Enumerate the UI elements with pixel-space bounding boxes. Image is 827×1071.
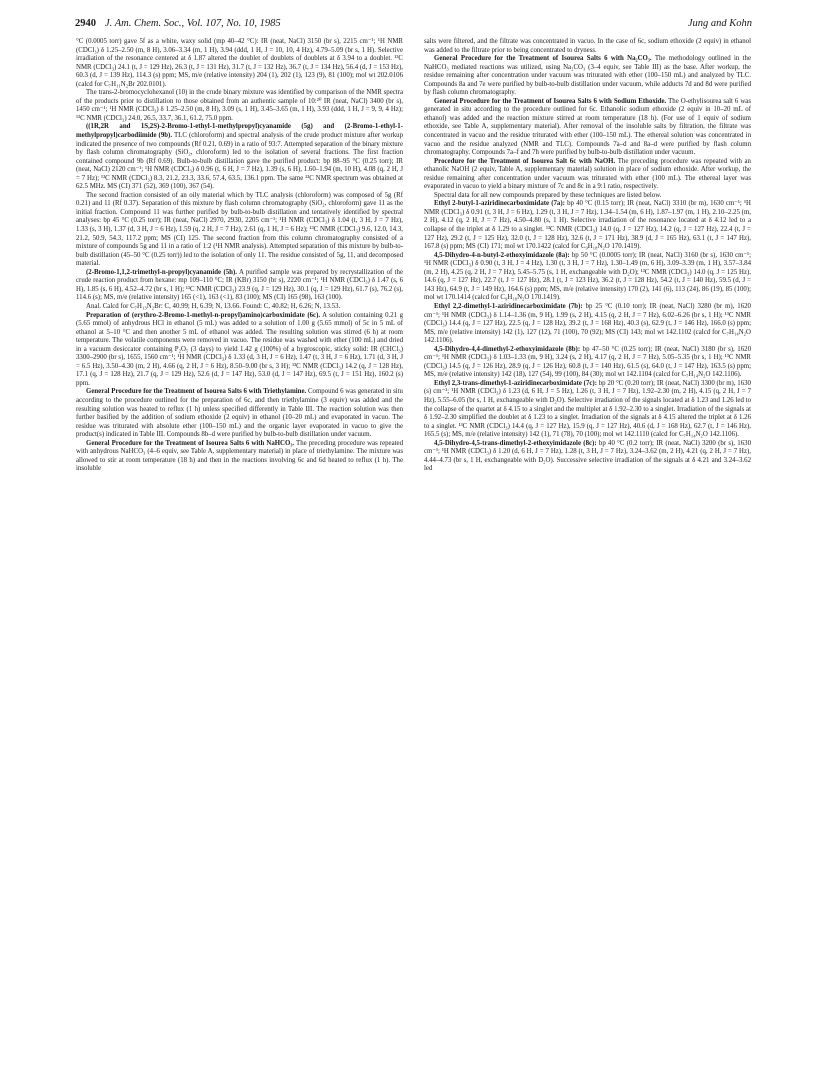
paragraph (424, 380, 751, 440)
paragraph (424, 200, 751, 251)
paragraph-text: The O-ethylisourea salt 6 was generated in situ according to the procedure outlined for 6c. Ethanolic sodium ethoxide (2 equiv in 10–20 mL of ethanol) was added and the reaction mixture stirred at room temperature (18 h). (For use of 1 equiv of sodium ethoxide, see Table A, supplementary material). After removal of the insoluble salts by filtration, the filtrate was concentrated in vacuo and the residue triturated with ether (100–150 mL). The ethereal solution was concentrated in vacuo and the residue analyzed (NMR and TLC). Compounds 7a–d and 8a–d were purified by flash column chromatography. Compounds 7a–f and 7h were purified by bulb-to-bulb distillation under vacuum. (424, 97, 751, 157)
running-authors: Jung and Kohn (687, 18, 752, 29)
paragraph-text: Compound 6 was generated in situ according to the procedure outlined for the preparation of 6c, and then triethylamine (3 equiv) was added and the resulting solution was heated to reflux (1 h) unless specified differently in Table III. The reaction solution was then further basified by the addition of sodium ethoxide (2 equiv) in ethanol (10–20 mL) and evaporated in vacuo. The residue was triturated with absolute ether (100–150 mL) and the organic layer evaporated in vacuo to give the product(s) indicated in Table III. Compounds 8b–d were purified by bulb-to-bulb distillation under vacuum. (76, 388, 403, 439)
paragraph (424, 346, 751, 380)
paragraph-text: bp 40 °C (0.15 torr); IR (neat, NaCl) 3310 (br m), 1630 cm⁻¹; ¹H NMR (CDCl₃) δ 0.91 (t, 3 H, J = 6 Hz), 1.29 (t, 3 H, J = 7 Hz), 1.34–1.54 (m, 6 H), 1.87–1.97 (m, 1 H), 2.10–2.25 (m, 2 H), 4.12 (q, 2 H, J = 7 Hz), 4.50–4.80 (s, 1 H). Selective irradiation of the resonance located at δ 4.12 led to a collapse of the triplet at δ 1.29 to a singlet. ¹³C NMR (CDCl₃) 14.0 (q, J = 127 Hz), 14.2 (q, J = 127 Hz), 22.4 (t, J = 127 Hz), 29.2 (t, J = 125 Hz), 32.0 (t, J = 128 Hz), 32.6 (t, J = 171 Hz), 38.9 (d, J = 165 Hz), 63.1 (t, J = 147 Hz), 167.8 (s) ppm; MS (CI) 171; mol wt 170.1422 (calcd for C₉H₁₈N₂O 170.1419). (424, 200, 751, 251)
paragraph-text: bp 50 °C (0.0005 torr); IR (neat, NaCl) 3160 (br s), 1630 cm⁻¹; ¹H NMR (CDCl₃) δ 0.90 (t, 3 H, J = 4 Hz), 1.30 (t, 3 H, J = 7 Hz), 1.30–1.49 (m, 6 H), 3.09–3.39 (m, 1 H), 3.57–3.84 (m, 2 H), 4.25 (q, 2 H, J = 7 Hz), 5.45–5.75 (s, 1 H, exchangeable with D₂O); ¹³C NMR (CDCl₃) 14.0 (q, J = 125 Hz), 14.6 (q, J = 127 Hz), 22.7 (t, J = 127 Hz), 28.1 (t, J = 123 Hz), 36.2 (t, J = 128 Hz), 54.2 (t, J = 140 Hz), 59.5 (d, J = 143 Hz), 64.9 (t, J = 149 Hz), 164.6 (s) ppm; MS, m/e (relative intensity) 170 (2), 141 (6), 113 (24), 86 (19), 85 (100); mol wt 170.1414 (calcd for C₉H₁₈N₂O 170.1419). (424, 251, 752, 302)
paragraph-text: °C (0.0005 torr) gave 5f as a white, waxy solid (mp 40–42 °C): IR (neat, NaCl) 3150 (br s), 2215 cm⁻¹; ¹H NMR (CDCl₃) δ 1.25–2.50 (m, 8 H), 3.06–3.34 (m, 1 H), 3.94 (ddd, 1 H, J = 10, 10, 4 Hz), 4.79–5.09 (br s, 1 H). Selective irradiation of the resonance centered at δ 1.87 altered the doublet of doublets of doublets at δ 3.94 to a doublet. ¹³C NMR (CDCl₃) 24.1 (t, J = 129 Hz), 26.3 (t, J = 131 Hz), 31.7 (t, J = 132 Hz), 36.7 (t, J = 134 Hz), 56.4 (d, J = 153 Hz), 60.3 (d, J = 139 Hz), 114.3 (s) ppm; MS, m/e (relative intensity) 204 (1), 202 (1), 123 (9), 81 (100); mol wt 202.0106 (calcd for C₇H₁₁N₂Br 202.0101). (76, 38, 403, 88)
paragraph (76, 38, 403, 89)
paragraph (424, 158, 751, 192)
paragraph (76, 269, 403, 303)
paragraph (424, 98, 751, 158)
left-column (76, 38, 403, 474)
paragraph (76, 89, 403, 123)
paragraph-text: The trans-2-bromocyclohexanol (10) in the crude binary mixture was identified by comparison of the NMR spectra of the products prior to distillation to those obtained from an authentic sample of 10:²⁰ IR (neat, NaCl) 3400 (br s), 1450 cm⁻¹; ¹H NMR (CDCl₃) δ 1.25–2.50 (m, 8 H), 3.09 (s, 1 H), 3.45–3.65 (m, 1 H), 3.93 (ddd, 1 H, J = 9, 9, 4 Hz); ¹³C NMR (CDCl₃) 24.0, 26.5, 33.7, 36.1, 61.2, 75.0 ppm. (76, 89, 403, 122)
paragraph (76, 312, 403, 389)
paragraph-text: bp 47–50 °C (0.25 torr); IR (neat, NaCl) 3180 (br s), 1620 cm⁻¹; ¹H NMR (CDCl₃) δ 1.03–1.33 (m, 9 H), 3.24 (s, 2 H), 4.17 (q, 2 H, J = 7 Hz), 5.05–5.35 (br s, 1 H); ¹³C NMR (CDCl₃) 14.5 (q, J = 126 Hz), 28.9 (q, J = 126 Hz), 60.8 (t, J = 140 Hz), 61.5 (s), 64.0 (t, J = 147 Hz), 163.5 (s) ppm; MS, m/e (relative intensity) 142 (18), 127 (54), 99 (100), 84 (30); mol wt 142.1104 (calcd for C₇H₁₄N₂O 142.1106). (424, 345, 751, 379)
paragraph-text: The preceding procedure was repeated with anhydrous NaHCO₃ (4–6 equiv, see Table A, supplementary material) in place of triethylamine. The mixture was allowed to stir at room temperature (18 h) and then in the reactions involving 6c and 6d heated to reflux (1 h). The insoluble (76, 439, 403, 473)
running-header (75, 18, 752, 32)
paragraph-heading: General Procedure for the Treatment of Isourea Salts 6 with NaHCO₃. (86, 439, 295, 447)
paragraph-heading: Ethyl 2-butyl-1-aziridinecarboximidate (7a): (434, 200, 565, 208)
paragraph-heading: Ethyl 2,3-trans-dimethyl-1-aziridinecarboximidate (7c): (434, 379, 597, 387)
paragraph (424, 38, 751, 55)
paragraph-heading: (2-Bromo-1,1,2-trimethyl-n-propyl)cyanamide (5h). (86, 268, 237, 276)
paragraph-text: A purified sample was prepared by recrystallization of the crude reaction product from hexane: mp 109–110 °C; IR (KBr) 3150 (br s), 2220 cm⁻¹; ¹H NMR (CDCl₃) δ 1.47 (s, 6 H), 1.85 (s, 6 H), 4.52–4.72 (br s, 1 H); ¹³C NMR (CDCl₃) 23.9 (q, J = 129 Hz), 30.1 (q, J = 129 Hz), 61.7 (s), 76.2 (s), 114.6 (s); MS, m/e (relative intensity) 165 (<1), 163 (<1), 83 (100); MS (CI) 165 (98), 163 (100). (76, 268, 403, 302)
paragraph-text: salts were filtered, and the filtrate was concentrated in vacuo. In the case of 6c, sodium ethoxide (2 equiv) in ethanol was added to the filtrate prior to being concentrated to dryness. (424, 38, 751, 54)
paragraph (76, 192, 403, 269)
paragraph-text: The second fraction consisted of an oily material which by TLC analysis (chloroform) was composed of 5g (Rf 0.21) and 11 (Rf 0.37). Separation of this mixture by flash column chromatography (SiO₂, chloroform) gave 11 as the initial fraction. Compound 11 was further purified by bulb-to-bulb distillation and tentatively identified by spectral analyses: bp 45 °C (0.25 torr); IR (neat, NaCl) 2970, 2930, 2205 cm⁻¹; ¹H NMR (CDCl₃) δ 1.04 (t, 3 H, J = 7 Hz), 1.33 (s, 3 H), 1.37 (d, 3 H, J = 6 Hz), 1.59 (q, 2 H, J = 7 Hz), 2.61 (q, 1 H, J = 6 Hz); ¹³C NMR (CDCl₃) 9.6, 12.0, 14.3, 21.2, 50.9, 54.3, 117.2 ppm; MS (CI) 125. The second fraction from this column chromatography consisted of a mixture of compounds 5g and 11 in a ratio of 1:2 (¹H NMR analysis). Attempted separation of this mixture by bulb-to-bulb distillation (45–50 °C (0.25 torr)) led to the isolation of only 11. The residue consisted of 5g, 11, and decomposed material. (76, 191, 403, 268)
paragraph (424, 252, 751, 303)
paragraph (424, 303, 751, 346)
paragraph (424, 55, 751, 98)
paragraph-text: TLC (chloroform) and spectral analysis of the crude product mixture after workup indicated the presence of two compounds (Rf 0.21, 0.69) in a ratio of 93:7. Attempted separation of the binary mixture by flash column chromatography (SiO₂, chloroform) led to the isolation of several fractions. The first fraction contained compound 9b (Rf 0.69). Bulb-to-bulb distillation gave the purified product: bp 88–95 °C (0.25 torr); IR (neat, NaCl) 2120 cm⁻¹; ¹H NMR (CDCl₃) δ 0.96 (t, 6 H, J = 7 Hz), 1.39 (s, 6 H), 1.60–1.94 (m, 10 H), 4.08 (q, 2 H, J = 7 Hz); ¹³C NMR (CDCl₃) 8.3, 21.2, 23.3, 33.6, 57.4, 63.5, 136.1 ppm. The same ¹³C NMR spectrum was obtained at 62.5 MHz. MS (CI) 371 (52), 369 (100), 367 (54). (76, 132, 404, 191)
paragraph (76, 123, 403, 191)
paragraph (76, 388, 403, 439)
paragraph (76, 440, 403, 474)
paragraph-text: bp 25 °C (0.10 torr); IR (neat, NaCl) 3280 (br m), 1620 cm⁻¹; ¹H NMR (CDCl₃) δ 1.14–1.36 (m, 9 H), 1.99 (s, 2 H), 4.15 (q, 2 H, J = 7 Hz), 6.02–6.26 (br s, 1 H); ¹³C NMR (CDCl₃) 14.4 (q, J = 127 Hz), 22.5 (q, J = 128 Hz), 39.2 (t, J = 168 Hz), 40.3 (s), 62.9 (t, J = 146 Hz), 166.0 (s) ppm; MS, m/e (relative intensity) 142 (1), 127 (12), 71 (100), 70 (92); MS (CI) 143; mol wt 142.1102 (calcd for C₇H₁₄N₂O 142.1106). (424, 302, 751, 345)
paragraph-heading: General Procedure for the Treatment of Isourea Salts 6 with Triethylamine. (86, 388, 307, 396)
paragraph-text: A solution containing 0.21 g (5.65 mmol) of anhydrous HCl in ethanol (5 mL) was added to a solution of 1.00 g (5.65 mmol) of 5c in 5 mL of ethanol at 5–10 °C and then another 5 mL of ethanol was added. The resulting solution was stirred (6 h) at room temperature. The volatile components were removed in vacuo. The residue was washed with ether (100 mL) and dried in a vacuum desiccator containing P₂O₅ (3 days) to yield 1.42 g (100%) of a hygroscopic, sticky solid: IR (CHCl₃) 3300–2900 (br s), 1655, 1560 cm⁻¹; ¹H NMR (CDCl₃) δ 1.33 (d, 3 H, J = 6 Hz), 1.47 (t, 3 H, J = 6 Hz), 1.71 (d, 3 H, J = 6.5 Hz), 3.50–4.30 (m, 2 H), 4.66 (q, 2 H, J = 6 Hz), 8.50–9.00 (br s, 3 H); ¹³C NMR (CDCl₃) 14.2 (q, J = 128 Hz), 17.1 (q, J = 128 Hz), 21.7 (q, J = 129 Hz), 52.6 (d, J = 147 Hz), 53.0 (d, J = 147 Hz), 69.5 (t, J = 151 Hz), 160.2 (s) ppm. (76, 311, 403, 387)
paragraph-text: bp 20 °C (0.20 torr); IR (neat, NaCl) 3300 (br m), 1630 (s) cm⁻¹; ¹H NMR (CDCl₃) δ 1.23 (d, 6 H, J = 5 Hz), 1.26 (t, 3 H, J = 7 Hz), 1.92–2.30 (m, 2 H), 4.15 (q, 2 H, J = 7 Hz), 5.55–6.05 (br s, 1 H, exchangeable with D₂O). Selective irradiation of the signals located at δ 1.23 and 1.26 led to the collapse of the quartet at δ 4.15 to a singlet and the multiplet at δ 1.92–2.30 to a singlet. Irradiation of the signals at δ 1.92–2.30 simplified the doublet at δ 1.23 to a singlet. Irradiation of the signals at δ 4.15 altered the triplet at δ 1.26 to a singlet. ¹³C NMR (CDCl₃) 14.4 (q, J = 127 Hz), 15.9 (q, J = 127 Hz), 40.6 (d, J = 168 Hz), 62.7 (t, J = 146 Hz), 165.5 (s); MS, m/e (relative intensity) 142 (1), 71 (78), 70 (100); mol wt 142.1110 (calcd for C₇H₁₄N₂O 142.1106). (424, 379, 751, 439)
paragraph-heading: Preparation of (erythro-2-Bromo-1-methyl-n-propyl)amino)carboximidate (6c). (86, 311, 321, 319)
paragraph-heading: General Procedure for the Treatment of Isourea Salts 6 with Na₂CO₃. (434, 55, 652, 63)
paragraph-text: bp 40 °C (0.2 torr); IR (neat, NaCl) 3200 (br s), 1630 cm⁻¹; ¹H NMR (CDCl₃) δ 1.20 (d, 6 H, J = 7 Hz), 1.28 (t, 3 H, J = 7 Hz), 3.24–3.62 (m, 2 H), 4.21 (q, 2 H, J = 7 Hz), 4.44–4.73 (br s, 1 H, exchangeable with D₂O). Successive selective irradiation of the signals at δ 4.21 and 3.24–3.62 led (424, 439, 751, 473)
paragraph (76, 303, 403, 312)
paragraph-heading: Procedure for the Treatment of Isourea Salt 6c with NaOH. (434, 157, 616, 165)
paragraph-text: The preceding procedure was repeated with an ethanolic NaOH (2 equiv, Table A, supplementary material) solution in place of sodium ethoxide. After workup, the residue remaining after concentration under vacuum was triturated with ether (100 mL). The ethereal layer was evaporated in vacuo to yield a binary mixture of 7c and 8c in a 9:1 ratio, respectively. (424, 157, 751, 191)
paragraph-text: Anal. Calcd for C₇H₁₃N₂Br: C, 40.99; H, 6.39; N, 13.66. Found: C, 40.82; H, 6.26; N, 13.53. (86, 302, 341, 310)
paragraph-heading: Ethyl 2,2-dimethyl-1-aziridinecarboximidate (7b): (434, 302, 583, 310)
paragraph (424, 440, 751, 474)
paragraph-heading: 4,5-Dihydro-4-n-butyl-2-ethoxyimidazole (8a): (434, 251, 570, 259)
paragraph (424, 192, 751, 201)
paragraph-text: Spectral data for all new compounds prepared by these techniques are listed below. (434, 191, 662, 199)
paragraph-heading: General Procedure for the Treatment of Isourea Salts 6 with Sodium Ethoxide. (434, 97, 667, 105)
paragraph-text: The methodology outlined in the NaHCO₃ mediated reactions was utilized, using Na₂CO₃ (3–4 equiv, see Table III) as the base. After workup, the residue remaining after concentration under vacuum was triturated with ether (100–150 mL) and analyzed by TLC. Compounds 8a and 7e were purified by bulb-to-bulb distillation under vacuum, while adducts 7d and 8d were purified by flash column chromatography. (424, 55, 751, 97)
right-column (424, 38, 751, 474)
paragraph-heading: 4,5-Dihydro-4,5-trans-dimethyl-2-ethoxyimidazole (8c): (434, 439, 597, 447)
journal-citation: J. Am. Chem. Soc., Vol. 107, No. 10, 1985 (105, 18, 281, 29)
paragraph-heading: 4,5-Dihydro-4,4-dimethyl-2-ethoxyimidazole (8b): (434, 345, 581, 353)
page-number: 2940 (75, 18, 96, 29)
paragraph-heading: ((1R,2R and 1S,2S)-2-Bromo-1-ethyl-1-methylpropyl)cyanamide (5g) and (2-Bromo-1-ethyl-1-methylpropyl)carbodiimide (9b). (76, 123, 403, 140)
